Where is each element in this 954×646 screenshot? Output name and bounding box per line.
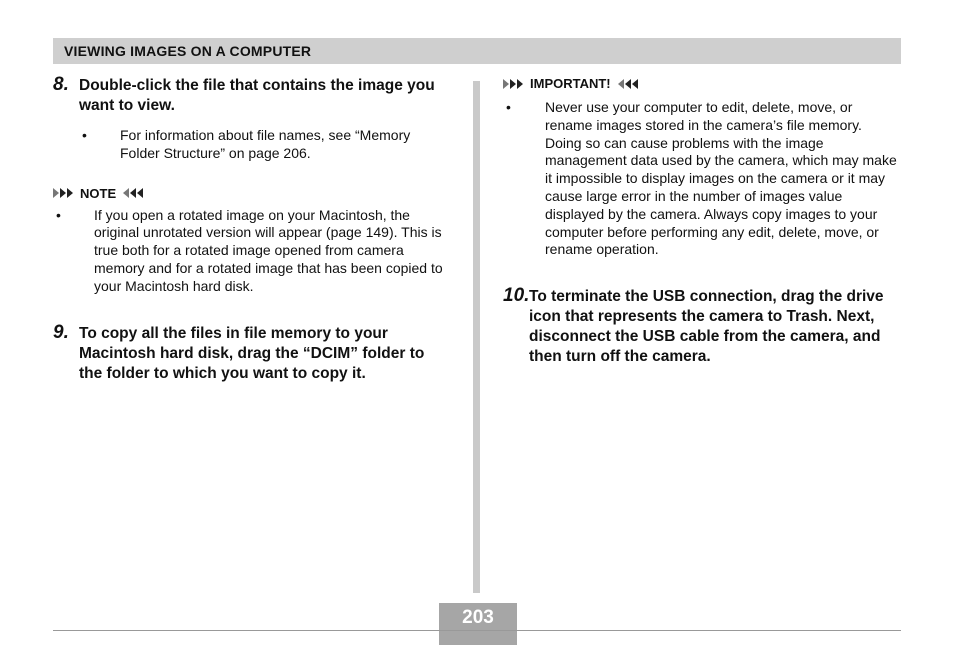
step-number: 10.	[503, 285, 530, 307]
page-number: 203	[462, 607, 494, 628]
right-column	[503, 76, 901, 367]
step-8-bullet	[79, 127, 448, 163]
step-number: 9.	[53, 321, 69, 343]
section-header	[53, 38, 901, 64]
triangle-left-icon	[122, 188, 143, 198]
bullet-text: If you open a rotated image on your Macintosh, the original unrotated version will appear (page 149). This is true both for a rotated image opened from camera memory and for a rotated image that has been copied to your Macintosh hard disk.	[94, 206, 443, 294]
step-instruction: To copy all the files in file memory to your Macintosh hard disk, drag the “DCIM” folder to the folder to which you want to copy it.	[79, 324, 425, 382]
triangle-right-icon	[53, 188, 74, 198]
note-label: NOTE	[80, 185, 117, 201]
left-column	[53, 76, 448, 384]
step-number: 8.	[53, 74, 69, 95]
important-heading	[503, 76, 901, 91]
triangle-left-icon	[617, 79, 638, 89]
footer-rule	[53, 630, 901, 631]
step-instruction: Double-click the file that contains the image you want to view.	[79, 77, 435, 114]
section-title: VIEWING IMAGES ON A COMPUTER	[64, 43, 312, 59]
important-label: IMPORTANT!	[530, 76, 611, 91]
bullet-text: Never use your computer to edit, delete, move, or rename images stored in the camera’s file memory. Doing so can cause problems with the image management data used by the camera, which may make it impossible to display images on the camera or it may cause large error in the number of images value displayed by the camera. Always copy images to your computer before performing any edit, delete, move, or rename operation.	[545, 99, 897, 258]
step-9	[53, 321, 448, 384]
note-heading	[53, 186, 448, 201]
important-bullet	[503, 99, 901, 259]
step-10	[503, 287, 901, 367]
triangle-right-icon	[503, 79, 524, 89]
column-divider	[473, 81, 480, 593]
note-bullet	[53, 207, 448, 296]
bullet-text: For information about file names, see “Memory Folder Structure” on page 206.	[120, 127, 411, 161]
step-8	[53, 76, 448, 163]
page-number-box	[439, 603, 517, 645]
step-instruction: To terminate the USB connection, drag the drive icon that represents the camera to Trash. Next, disconnect the USB cable from the camera, and then turn off the camera.	[529, 288, 884, 366]
